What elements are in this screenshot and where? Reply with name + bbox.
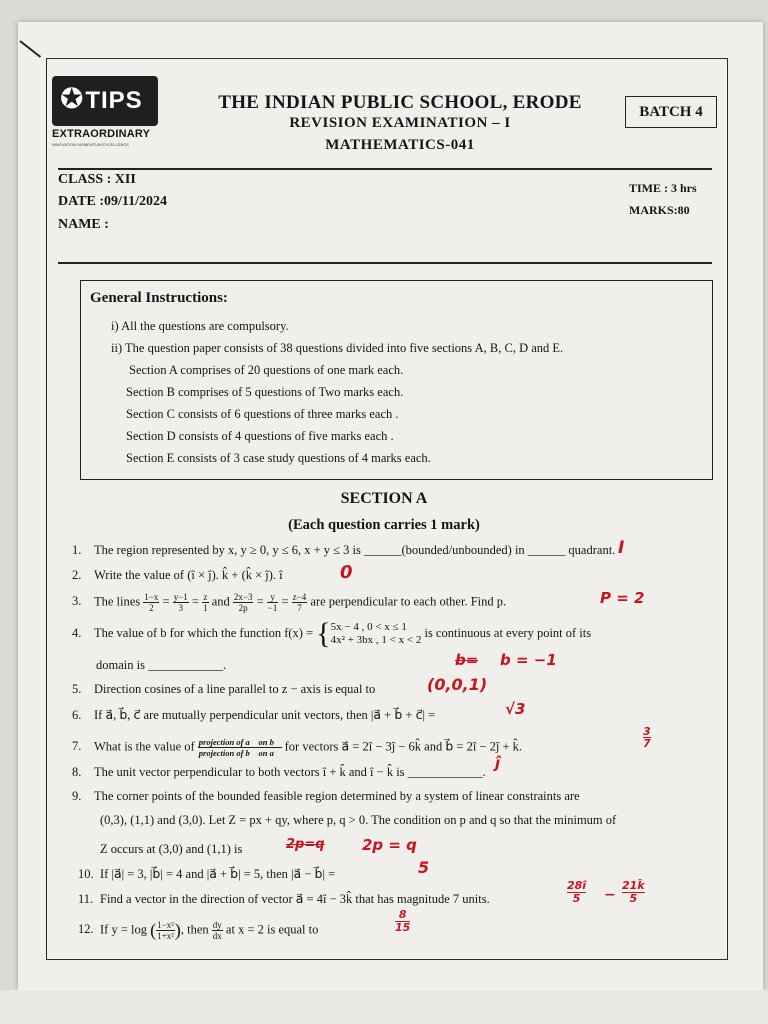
fraction: $\frac{z}{1}$ [203, 592, 208, 613]
question-text: If y = log [100, 922, 147, 937]
instruction-line: Section A comprises of 20 questions of one mark each. [129, 363, 404, 377]
handwritten-answer: ĵ [495, 754, 501, 772]
question-text-continued: Z occurs at (3,0) and (1,1) is [100, 842, 243, 856]
section-subtitle: (Each question carries 1 mark) [288, 517, 480, 533]
instructions-box [80, 280, 713, 480]
instruction-line: Section C consists of 6 questions of three marks each . [126, 407, 399, 421]
question-text: Find a vector in the direction of vector a⃗ = 4î − 3k̂ that has magnitude 7 units. [100, 892, 490, 906]
logo-tagline: INNOVATION MOMENTUM EXCELLENCE [52, 142, 129, 147]
handwritten-answer: I [618, 538, 625, 558]
school-name: THE INDIAN PUBLIC SCHOOL, ERODE [218, 92, 582, 113]
date-label: DATE :09/11/2024 [58, 194, 168, 209]
question-number: 6. [72, 708, 82, 722]
instruction-line: Section E consists of 3 case study questions of 4 marks each. [126, 451, 431, 465]
instruction-line: Section D consists of 4 questions of five marks each . [126, 429, 394, 443]
question-text: If a⃗, b⃗, c⃗ are mutually perpendicular unit vectors, then |a⃗ + b⃗ + c⃗| = [94, 708, 436, 722]
handwritten-answer: P = 2 [600, 589, 645, 607]
question-12: 12. If y = log ( $\frac{\text{1−x²}}{\text{1+x²}}$ ), then $\frac{dy}{dx}$ at x = 2 is equal to [78, 920, 319, 941]
question-6 [72, 707, 435, 723]
section-title: SECTION A [340, 490, 428, 507]
name-label: NAME : [58, 217, 109, 232]
question-number: 2. [72, 568, 82, 582]
question-1 [72, 543, 615, 558]
question-text: Write the value of (î × ĵ). k̂ + (k̂ × ĵ). î [94, 568, 283, 582]
logo-brand: TIPS [85, 87, 143, 114]
question-2 [72, 568, 283, 583]
handwritten-answer: (0,0,1) [427, 675, 488, 694]
handwritten-answer: 8 15 [395, 908, 411, 934]
question-text: The lines [94, 594, 141, 609]
fraction: $\frac{y}{-1}$ [267, 592, 278, 613]
question-3: 3. The lines $\frac{1-x}{2}$ = $\frac{y-1}{3}$ = $\frac{z}{1}$ and $\frac{2x-3}{2p}$ = $\frac{y}{-1}$ = $\frac{z-4}{7}$ are perpendicular to each other. Find p. [72, 592, 507, 613]
question-11 [78, 891, 490, 907]
name-divider [58, 262, 712, 264]
minus-sign: − [604, 887, 616, 903]
star-icon: ✪ [60, 84, 84, 115]
question-8 [72, 765, 486, 780]
handwritten-answer: b = −1 [500, 651, 557, 669]
question-number: 10. [78, 867, 94, 881]
question-7: 7. What is the value of $\frac{\text{projection of a⃗ on b⃗}}{\text{projection of b⃗ on a⃗}}$ for vectors a⃗ = 2î − 3ĵ − 6k̂ and b⃗ = 2î − 2ĵ + k̂. [72, 737, 523, 758]
header-divider [58, 168, 712, 170]
fraction: $\frac{\text{projection of a⃗ on b⃗}}{\text{projection of b⃗ on a⃗}}$ [198, 737, 281, 758]
question-text-continued: (0,3), (1,1) and (3,0). Let Z = px + qy, where p, q > 0. The condition on p and q so that the minimum of [100, 813, 617, 827]
logo-badge [52, 76, 158, 126]
question-text: What is the value of [94, 739, 195, 754]
scratched-answer: 2p=q [286, 837, 325, 852]
question-10 [78, 866, 335, 882]
question-number: 12. [78, 922, 94, 937]
scratched-answer: b= [455, 651, 479, 669]
school-logo [52, 76, 162, 148]
instructions-heading: General Instructions: [90, 290, 228, 306]
fraction: $\frac{z-4}{7}$ [292, 592, 307, 613]
instruction-line: ii) The question paper consists of 38 questions divided into five sections A, B, C, D and E. [111, 341, 564, 355]
exam-title: REVISION EXAMINATION – I [289, 115, 511, 131]
logo-subtitle: EXTRAORDINARY [52, 128, 151, 140]
fraction: $\frac{2x-3}{2p}$ [233, 592, 253, 613]
handwritten-answer: √3 [505, 700, 526, 718]
question-text: Direction cosines of a line parallel to z − axis is equal to [94, 682, 376, 696]
instruction-line: Section B comprises of 5 questions of Two marks each. [126, 385, 404, 399]
question-number: 8. [72, 765, 82, 779]
question-text: The region represented by x, y ≥ 0, y ≤ 6, x + y ≤ 3 is ______(bounded/unbounded) in ______ quadrant. [94, 543, 616, 557]
question-number: 11. [78, 892, 94, 906]
fraction: $\frac{dy}{dx}$ [212, 920, 222, 941]
question-number: 9. [72, 789, 82, 803]
question-number: 7. [72, 739, 82, 754]
fraction: $\frac{\text{1−x²}}{\text{1+x²}}$ [157, 920, 174, 941]
handwritten-answer: 21k̂ 5 [622, 879, 645, 905]
question-number: 1. [72, 543, 82, 557]
question-text: The unit vector perpendicular to both vectors î + k̂ and î − k̂ is ____________. [94, 765, 486, 779]
handwritten-answer: 3 7 [643, 725, 651, 750]
question-number: 5. [72, 682, 82, 696]
time-label: TIME : 3 hrs [629, 181, 697, 195]
question-9 [72, 789, 580, 804]
question-text: The value of b for which the function f(x) = [94, 625, 314, 640]
question-text: If |a⃗| = 3, |b⃗| = 4 and |a⃗ + b⃗| = 5, then |a⃗ − b⃗| = [100, 867, 336, 881]
fraction: $\frac{y-1}{3}$ [173, 592, 188, 613]
question-text-continued: domain is ____________. [96, 658, 227, 672]
question-5 [72, 682, 375, 697]
question-number: 3. [72, 594, 82, 609]
subject-title: MATHEMATICS-041 [325, 137, 475, 153]
batch-box: BATCH 4 [625, 96, 717, 128]
instruction-line: i) All the questions are compulsory. [111, 319, 289, 333]
fraction: $\frac{1-x}{2}$ [144, 592, 159, 613]
handwritten-answer: 28î 5 [567, 879, 587, 905]
question-number: 4. [72, 625, 82, 640]
class-label: CLASS : XII [58, 172, 136, 187]
scan-background [0, 990, 768, 1024]
handwritten-answer: 0 [340, 562, 353, 583]
question-text: The corner points of the bounded feasible region determined by a system of linear constraints are [94, 789, 580, 803]
handwritten-answer: 5 [418, 858, 430, 877]
marks-label: MARKS:80 [629, 203, 690, 217]
question-4: 4. The value of b for which the function f(x) = { 5x − 4 , 0 < x ≤ 1 4x² + 3bx , 1 < x < 2 is continuous at every point of its [72, 617, 592, 650]
handwritten-answer: 2p = q [362, 836, 417, 854]
